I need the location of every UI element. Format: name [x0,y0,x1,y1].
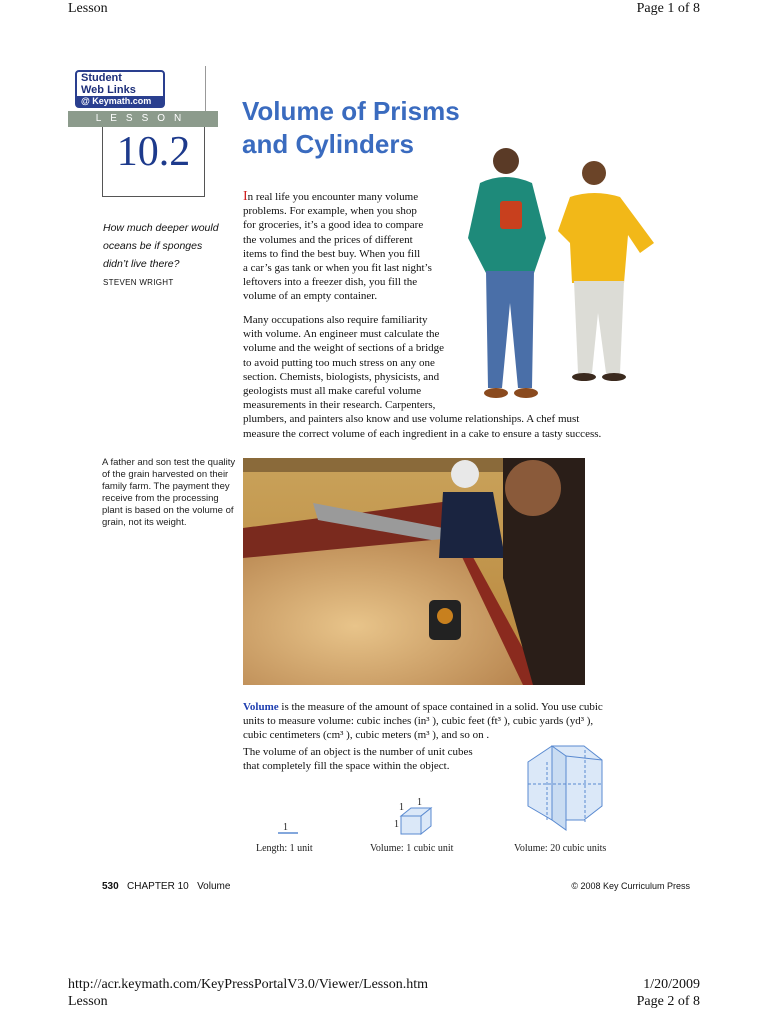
chapter-title: Volume [197,881,231,892]
margin-quote: How much deeper would oceans be if sponges didn’t live there? [103,222,219,270]
print-url[interactable]: http://acr.keymath.com/KeyPressPortalV3.0/Viewer/Lesson.htm [68,977,428,992]
unit-figures [250,740,620,840]
student-web-links-badge[interactable] [75,70,165,108]
vocab-term-volume[interactable]: Volume [243,701,279,713]
badge-site: @ Keymath.com [77,96,163,106]
volume-definition: Volume is the measure of the amount of space contained in a solid. You use cubic units to measure volume: cubic inches (in³ ), cubic feet (ft³ ), cubic yards (yd³ ), cubic centimeters (cm³ ), cubic meters (m³ ), and so on . The volume of an object is the number of unit cubes that completely fill the space within the object. [243,701,603,772]
cube-unit-label-c: 1 [394,819,399,830]
print-date: 1/20/2009 [643,977,700,992]
print-header-left-2: Lesson [68,994,108,1009]
grain-harvest-photo [243,458,585,685]
quote-author: STEVEN WRIGHT [103,278,174,287]
print-header-page-2: Page 2 of 8 [636,994,700,1009]
copyright: © 2008 Key Curriculum Press [571,881,690,891]
badge-line2: Web Links [81,84,136,96]
lesson-label: LESSON [68,111,218,127]
book-footer-left [102,881,230,892]
intro-paragraph: In real life you encounter many volume problems. For example, when you shop for groceries, it’s a good idea to compare the volumes and the prices of different items to find the best buy. When you fill a car’s gas tank or when you fit last night’s leftovers into a freezer dish, you fill the volume of an empty container. [243,189,432,303]
chapter-label: CHAPTER 10 [127,881,189,892]
prism-caption: Volume: 20 cubic units [514,843,607,854]
cube-caption: Volume: 1 cubic unit [370,843,454,854]
length-caption: Length: 1 unit [256,843,313,854]
print-header-left: Lesson [68,1,108,16]
length-unit-label: 1 [283,822,288,833]
occupations-paragraph: Many occupations also require familiarity with volume. An engineer must calculate the volume and the weight of sections of a bridge to avoid putting too much stress on any one section. Chemists, biologists, physicists, and geologists must all make careful volume measurements in their research. Carpenters, plumbers, and painters also know and use volume relationships. A chef must measure the correct volume of each ingredient in a cake to ensure a tasty success. [243,314,602,440]
page-title [242,95,460,161]
cube-unit-label-a: 1 [399,802,404,813]
title-line2: and Cylinders [242,129,414,159]
divider [205,66,206,112]
lesson-number: 10.2 [116,129,191,175]
cube-unit-label-b: 1 [417,797,422,808]
title-line1: Volume of Prisms [242,96,460,126]
photo-caption: A father and son test the quality of the grain harvested on their family farm. The payment they receive from the processing plant is based on the volume of grain, not its weight. [102,457,236,528]
drop-cap: I [243,189,248,204]
page-number: 530 [102,881,119,892]
print-header-page: Page 1 of 8 [636,1,700,16]
badge-line1: Student [81,72,122,84]
